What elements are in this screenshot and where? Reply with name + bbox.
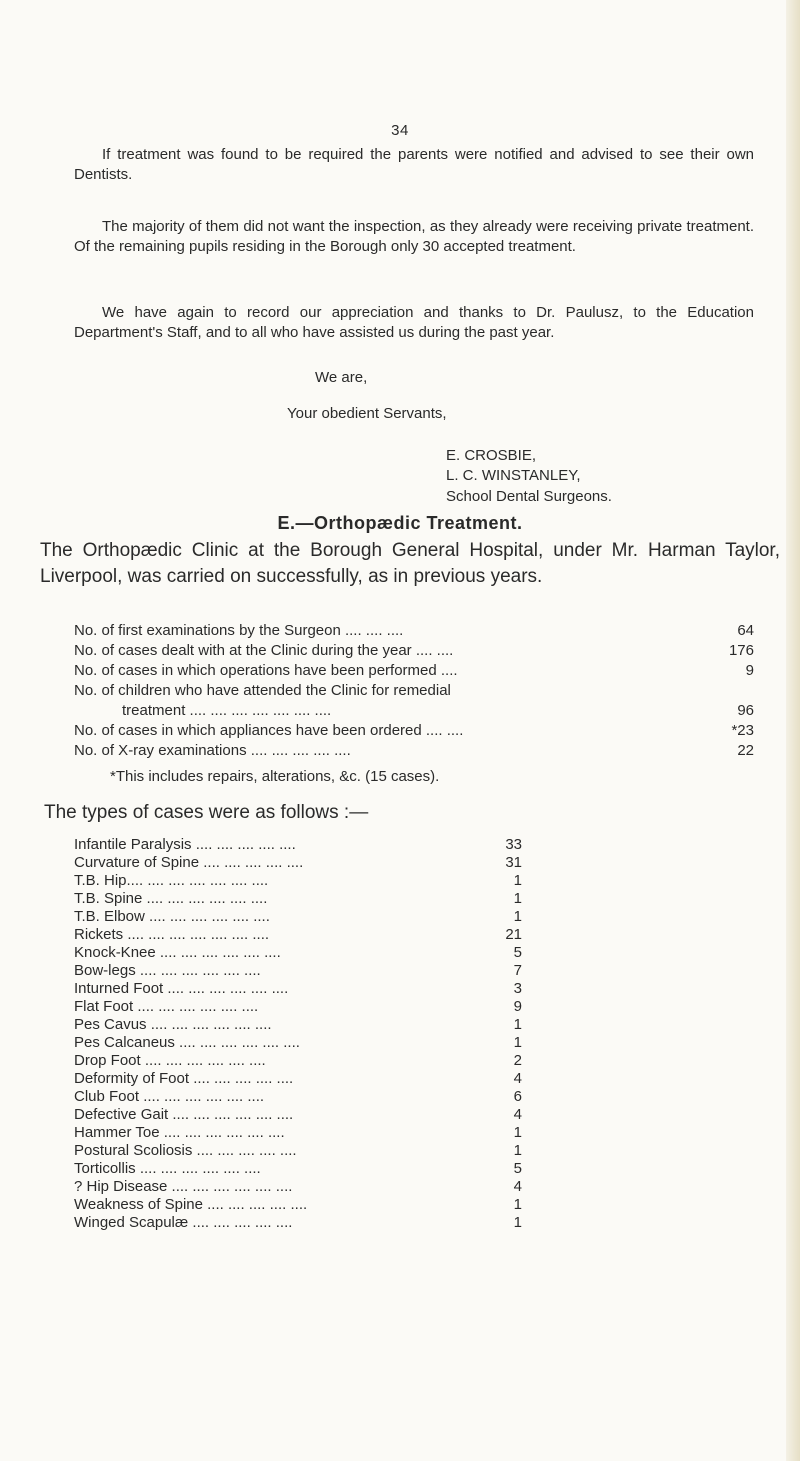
- case-type-label: Drop Foot .... .... .... .... .... ....: [74, 1052, 266, 1069]
- case-count: 1: [513, 908, 522, 925]
- list-item: [74, 836, 522, 854]
- stats-row: [74, 741, 754, 761]
- case-type-label: Deformity of Foot .... .... .... .... ....: [74, 1070, 294, 1087]
- case-type-label: Curvature of Spine .... .... .... .... ....: [74, 854, 304, 871]
- case-count: 1: [513, 1016, 522, 1033]
- case-count: 4: [513, 1178, 522, 1195]
- case-count: 33: [505, 836, 522, 853]
- signature-title: School Dental Surgeons.: [446, 488, 612, 505]
- stats-label: No. of cases dealt with at the Clinic during the year .... ....: [74, 642, 454, 659]
- signature-winstanley: L. C. WINSTANLEY,: [446, 467, 581, 484]
- section-heading: E.—Orthopædic Treatment.: [277, 513, 523, 533]
- case-count: 9: [513, 998, 522, 1015]
- case-type-label: Knock-Knee .... .... .... .... .... ....: [74, 944, 281, 961]
- stats-value: 22: [737, 742, 754, 759]
- closing-servants: Your obedient Servants,: [287, 405, 447, 422]
- stats-value: 176: [728, 642, 754, 659]
- stats-row: [74, 621, 754, 641]
- stats-row: [74, 721, 754, 741]
- stats-label: treatment .... .... .... .... .... .... ....: [122, 702, 332, 719]
- stats-list: [74, 621, 754, 761]
- case-type-label: Defective Gait .... .... .... .... .... ....: [74, 1106, 294, 1123]
- case-count: 6: [513, 1088, 522, 1105]
- list-item: [74, 1142, 522, 1160]
- types-heading: The types of cases were as follows :—: [44, 802, 369, 823]
- list-item: [74, 1214, 522, 1232]
- signature-crosbie: E. CROSBIE,: [446, 447, 537, 464]
- list-item: [74, 1106, 522, 1124]
- stats-label: No. of X-ray examinations .... .... .... .... ....: [74, 742, 351, 759]
- case-type-label: T.B. Hip.... .... .... .... .... .... ....: [74, 872, 269, 889]
- case-count: 1: [513, 1214, 522, 1231]
- closing-we-are: We are,: [315, 369, 368, 386]
- paragraph-notification: If treatment was found to be required the parents were notified and advised to see their own Dentists.: [74, 146, 754, 183]
- case-type-label: T.B. Spine .... .... .... .... .... ....: [74, 890, 268, 907]
- case-type-label: T.B. Elbow .... .... .... .... .... ....: [74, 908, 270, 925]
- case-count: 31: [505, 854, 522, 871]
- case-count: 5: [513, 944, 522, 961]
- list-item: [74, 1160, 522, 1178]
- case-type-label: Torticollis .... .... .... .... .... ....: [74, 1160, 261, 1177]
- section-intro: The Orthopædic Clinic at the Borough General Hospital, under Mr. Harman Taylor, Liverpool, was carried on successfully, as in previous years.: [40, 540, 780, 587]
- case-type-label: Rickets .... .... .... .... .... .... ....: [74, 926, 270, 943]
- case-type-label: Pes Cavus .... .... .... .... .... ....: [74, 1016, 272, 1033]
- case-type-label: ? Hip Disease .... .... .... .... .... ....: [74, 1178, 293, 1195]
- page-edge: [786, 0, 800, 1461]
- list-item: [74, 926, 522, 944]
- list-item: [74, 1088, 522, 1106]
- list-item: [74, 854, 522, 872]
- paragraph-majority: The majority of them did not want the inspection, as they already were receiving private treatment. Of the remaining pupils residing in the Borough only 30 accepted treatment.: [74, 218, 754, 255]
- list-item: [74, 1052, 522, 1070]
- stats-row: [74, 681, 754, 701]
- case-count: 1: [513, 872, 522, 889]
- case-count: 3: [513, 980, 522, 997]
- case-count: 1: [513, 1034, 522, 1051]
- list-item: [74, 980, 522, 998]
- stats-label: No. of children who have attended the Clinic for remedial: [74, 682, 451, 699]
- list-item: [74, 1034, 522, 1052]
- case-type-label: Weakness of Spine .... .... .... .... ....: [74, 1196, 308, 1213]
- list-item: [74, 998, 522, 1016]
- case-count: 21: [505, 926, 522, 943]
- list-item: [74, 872, 522, 890]
- stats-value: 96: [737, 702, 754, 719]
- footnote: *This includes repairs, alterations, &c. (15 cases).: [110, 768, 440, 785]
- list-item: [74, 1016, 522, 1034]
- stats-value: *23: [731, 722, 754, 739]
- case-count: 4: [513, 1070, 522, 1087]
- case-count: 7: [513, 962, 522, 979]
- case-type-label: Pes Calcaneus .... .... .... .... .... ....: [74, 1034, 300, 1051]
- stats-value: [706, 681, 754, 701]
- case-type-label: Winged Scapulæ .... .... .... .... ....: [74, 1214, 293, 1231]
- stats-label: No. of first examinations by the Surgeon .... .... ....: [74, 622, 404, 639]
- case-type-label: Bow-legs .... .... .... .... .... ....: [74, 962, 261, 979]
- case-type-label: Flat Foot .... .... .... .... .... ....: [74, 998, 259, 1015]
- case-type-label: Hammer Toe .... .... .... .... .... ....: [74, 1124, 285, 1141]
- case-type-label: Postural Scoliosis .... .... .... .... ....: [74, 1142, 297, 1159]
- list-item: [74, 962, 522, 980]
- case-count: 5: [513, 1160, 522, 1177]
- list-item: [74, 1196, 522, 1214]
- list-item: [74, 1124, 522, 1142]
- page-number: 34: [391, 122, 409, 139]
- stats-label: No. of cases in which appliances have been ordered .... ....: [74, 722, 464, 739]
- list-item: [74, 890, 522, 908]
- stats-value: 9: [745, 662, 754, 679]
- stats-row: [74, 701, 754, 721]
- case-type-label: Infantile Paralysis .... .... .... .... ....: [74, 836, 296, 853]
- case-type-label: Club Foot .... .... .... .... .... ....: [74, 1088, 265, 1105]
- types-list: [74, 836, 522, 1232]
- list-item: [74, 944, 522, 962]
- case-count: 1: [513, 1196, 522, 1213]
- list-item: [74, 1070, 522, 1088]
- case-count: 2: [513, 1052, 522, 1069]
- case-count: 1: [513, 1142, 522, 1159]
- paragraph-appreciation: We have again to record our appreciation and thanks to Dr. Paulusz, to the Education Department's Staff, and to all who have assisted us during the past year.: [74, 304, 754, 341]
- list-item: [74, 1178, 522, 1196]
- case-type-label: Inturned Foot .... .... .... .... .... ....: [74, 980, 289, 997]
- stats-row: [74, 661, 754, 681]
- stats-label: No. of cases in which operations have been performed ....: [74, 662, 458, 679]
- case-count: 1: [513, 890, 522, 907]
- stats-row: [74, 641, 754, 661]
- case-count: 4: [513, 1106, 522, 1123]
- stats-value: 64: [737, 622, 754, 639]
- case-count: 1: [513, 1124, 522, 1141]
- list-item: [74, 908, 522, 926]
